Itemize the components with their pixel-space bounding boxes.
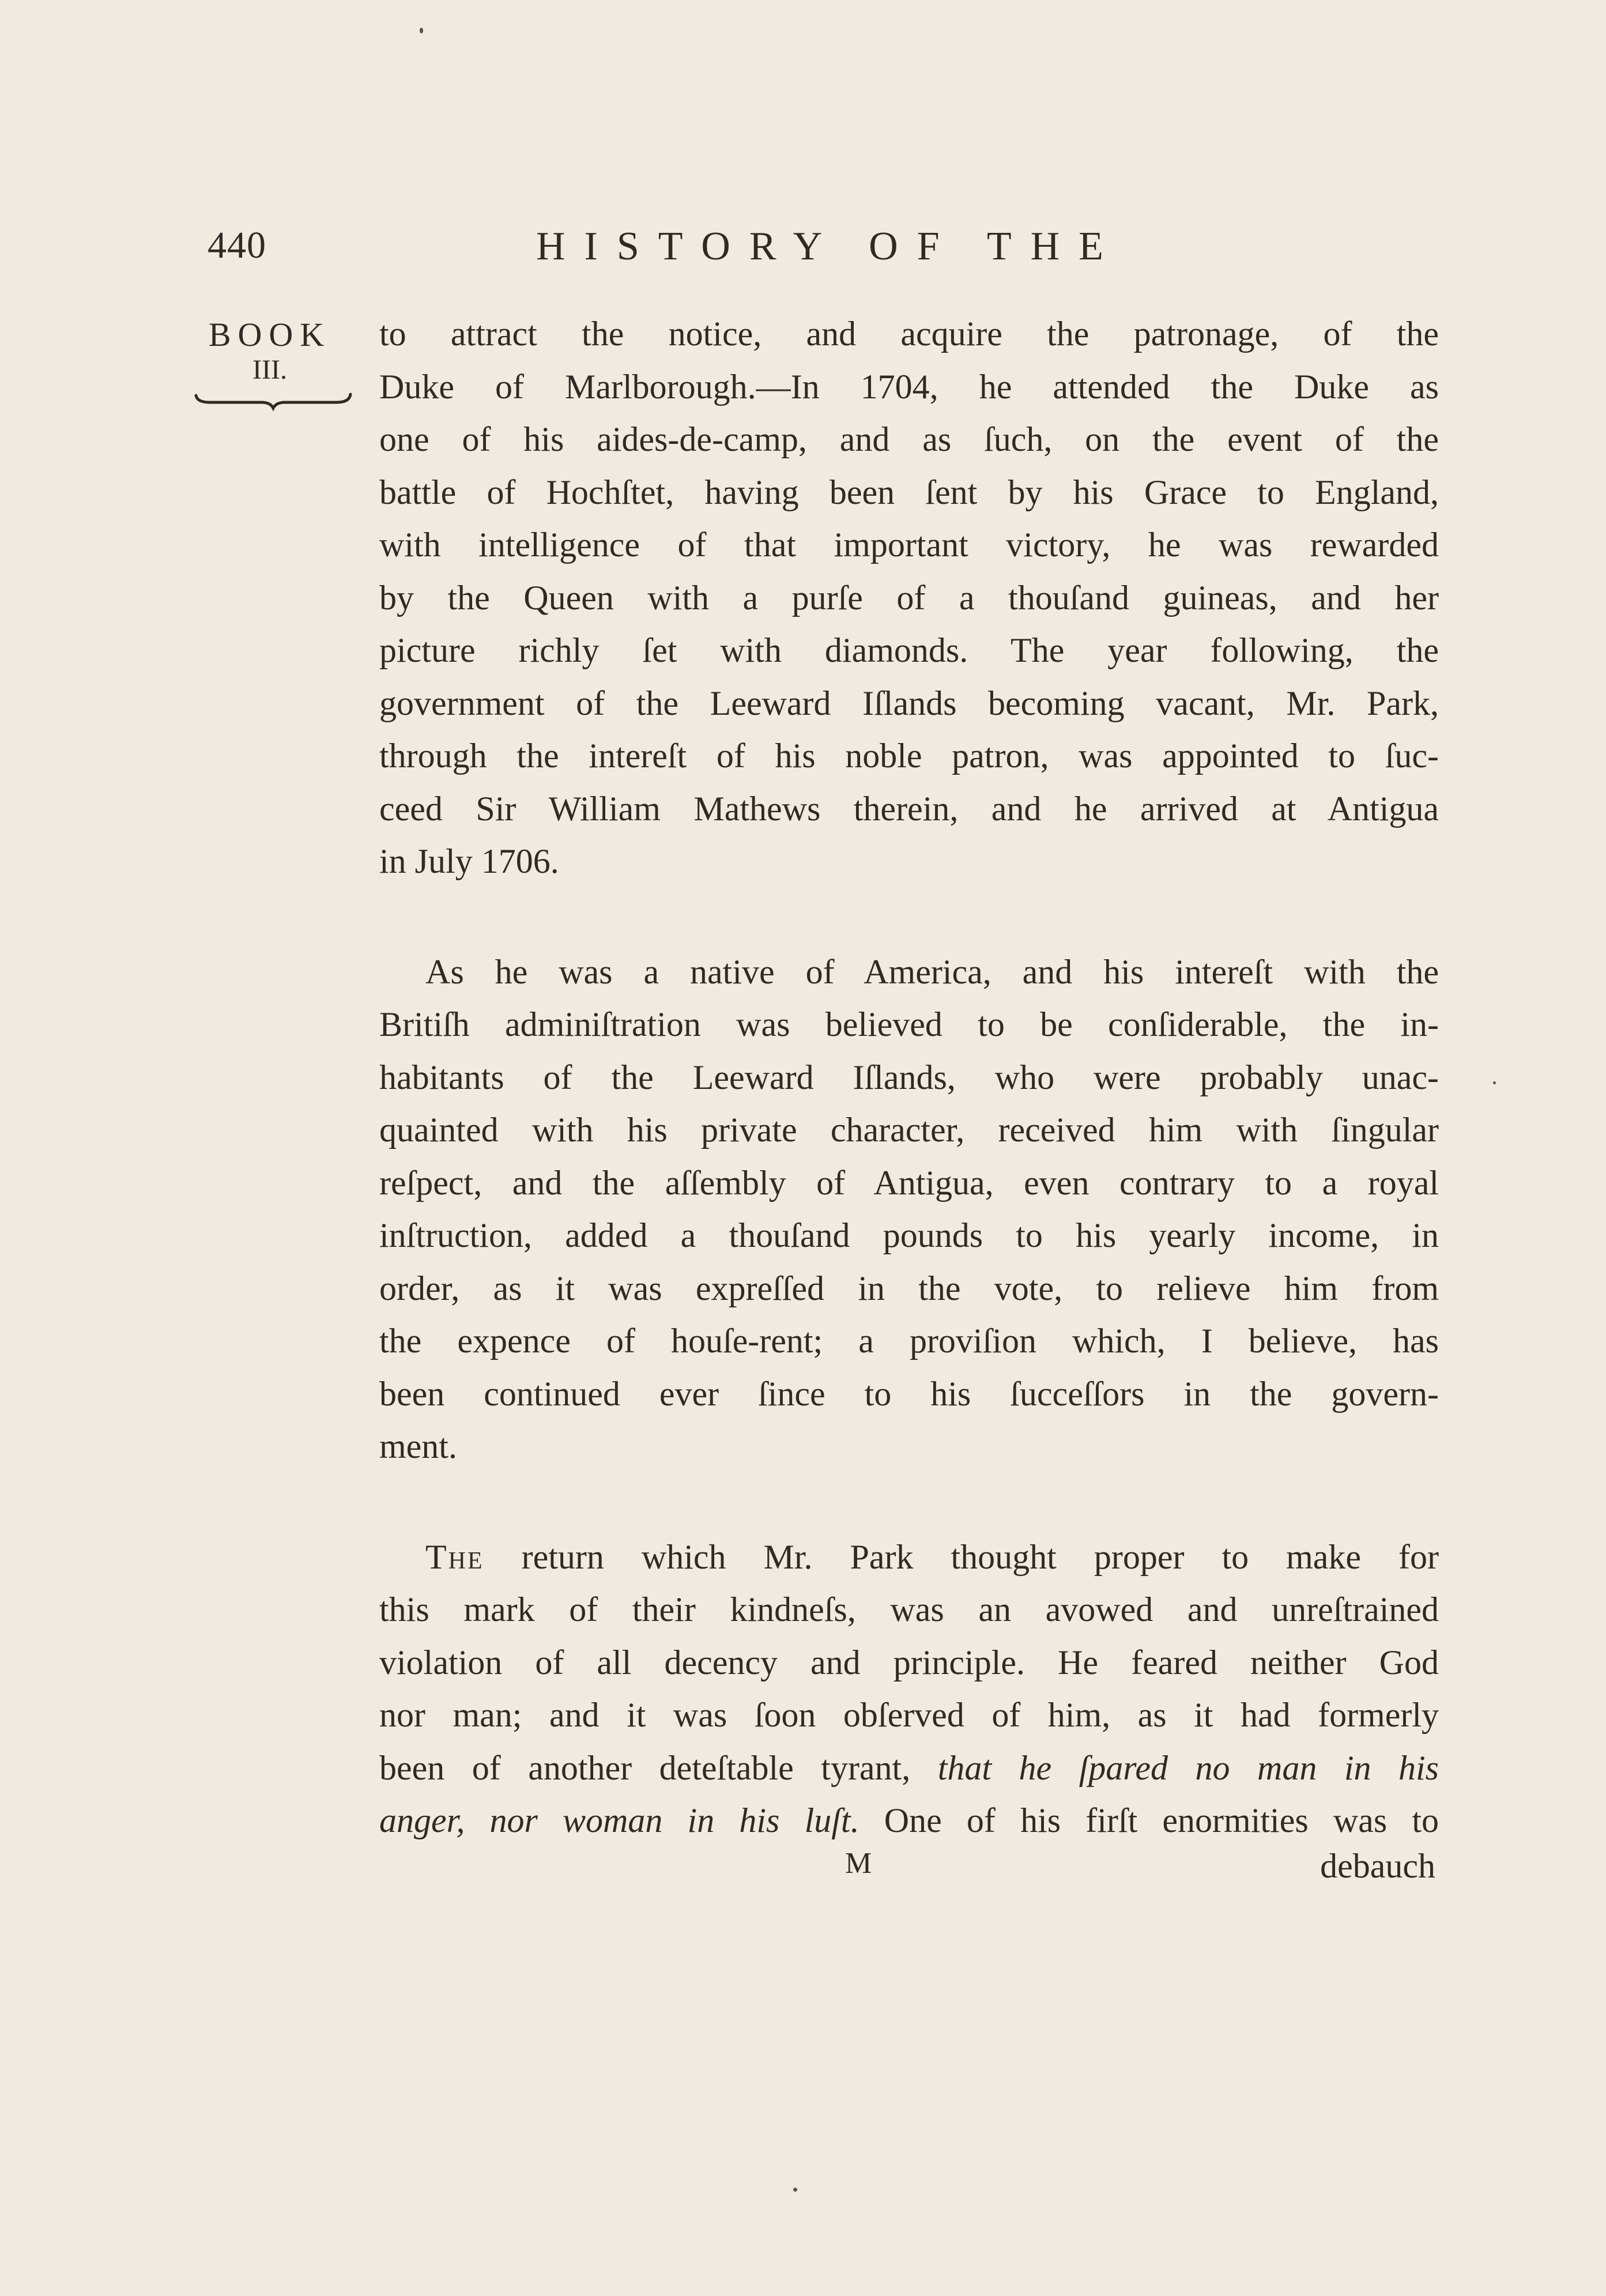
text-line: As he was a native of America, and his intereſt with the	[425, 952, 1439, 991]
text-line: nor man; and it was ſoon obſerved of him, as it had formerly	[379, 1696, 1439, 1734]
paper-speck	[420, 28, 423, 33]
line-text: One of his firſt enormities was to	[859, 1801, 1439, 1839]
paragraph-gap	[379, 1473, 1439, 1531]
text-line	[379, 1742, 1439, 1795]
brace-ornament-icon	[193, 390, 354, 413]
text-line: ment.	[379, 1427, 457, 1465]
signature-mark: M	[845, 1847, 872, 1880]
text-line: Duke of Marlborough.—In 1704, he attended the Duke as	[379, 367, 1439, 406]
line-text: return which Mr. Park thought proper to make for	[484, 1537, 1439, 1576]
text-line: in July 1706.	[379, 842, 559, 880]
paragraph-gap	[379, 888, 1439, 946]
text-line: picture richly ſet with diamonds. The year following, the	[379, 631, 1439, 669]
text-line: Britiſh adminiſtration was believed to be conſiderable, the in-	[379, 1005, 1439, 1043]
text-line: order, as it was expreſſed in the vote, to relieve him from	[379, 1269, 1439, 1307]
text-line: through the intereſt of his noble patron, was appointed to ſuc-	[379, 737, 1439, 775]
text-line: this mark of their kindneſs, was an avowed and unreſtrained	[379, 1590, 1439, 1628]
text-line: to attract the notice, and acquire the patronage, of the	[379, 315, 1439, 353]
text-line: one of his aides-de-camp, and as ſuch, on the event of the	[379, 420, 1439, 458]
catchword: debauch	[1320, 1847, 1435, 1885]
text-line: reſpect, and the aſſembly of Antigua, even contrary to a royal	[379, 1163, 1439, 1202]
page-header	[0, 224, 1606, 276]
text-line: violation of all decency and principle. He feared neither God	[379, 1643, 1439, 1682]
paper-speck	[1493, 1081, 1496, 1084]
text-line: by the Queen with a purſe of a thouſand guineas, and her	[379, 578, 1439, 617]
text-line: with intelligence of that important victory, he was rewarded	[379, 526, 1439, 564]
running-head: HISTORY OF THE	[536, 224, 1122, 269]
body-text	[379, 308, 1439, 1848]
italic-quote: that he ſpared no man in his	[937, 1748, 1439, 1787]
text-line: been continued ever ſince to his ſucceſſors in the govern-	[379, 1374, 1439, 1413]
paragraph-1	[379, 308, 1439, 888]
margin-note	[189, 316, 350, 413]
text-line: quainted with his private character, received him with ſingular	[379, 1111, 1439, 1149]
italic-quote: anger, nor woman in his luſt.	[379, 1801, 859, 1839]
paper-speck	[793, 2188, 797, 2192]
text-line: inſtruction, added a thouſand pounds to his yearly income, in	[379, 1216, 1439, 1254]
text-line: habitants of the Leeward Iſlands, who were probably unac-	[379, 1058, 1439, 1096]
text-line	[379, 1794, 1439, 1848]
book-number: III.	[252, 355, 287, 385]
page-footer	[0, 1846, 1606, 1898]
text-line	[379, 1531, 1439, 1584]
text-line: ceed Sir William Mathews therein, and he arrived at Antigua	[379, 789, 1439, 828]
text-line: the expence of houſe-rent; a proviſion which, I believe, has	[379, 1322, 1439, 1360]
text-line: battle of Hochſtet, having been ſent by his Grace to England,	[379, 473, 1439, 511]
paragraph-3	[379, 1531, 1439, 1848]
page-number: 440	[208, 224, 266, 266]
book-label: BOOK	[208, 316, 331, 353]
small-caps-word: The	[425, 1537, 484, 1576]
line-text: been of another deteſtable tyrant,	[379, 1748, 938, 1787]
paragraph-2	[379, 946, 1439, 1473]
text-line: government of the Leeward Iſlands becoming vacant, Mr. Park,	[379, 684, 1439, 722]
